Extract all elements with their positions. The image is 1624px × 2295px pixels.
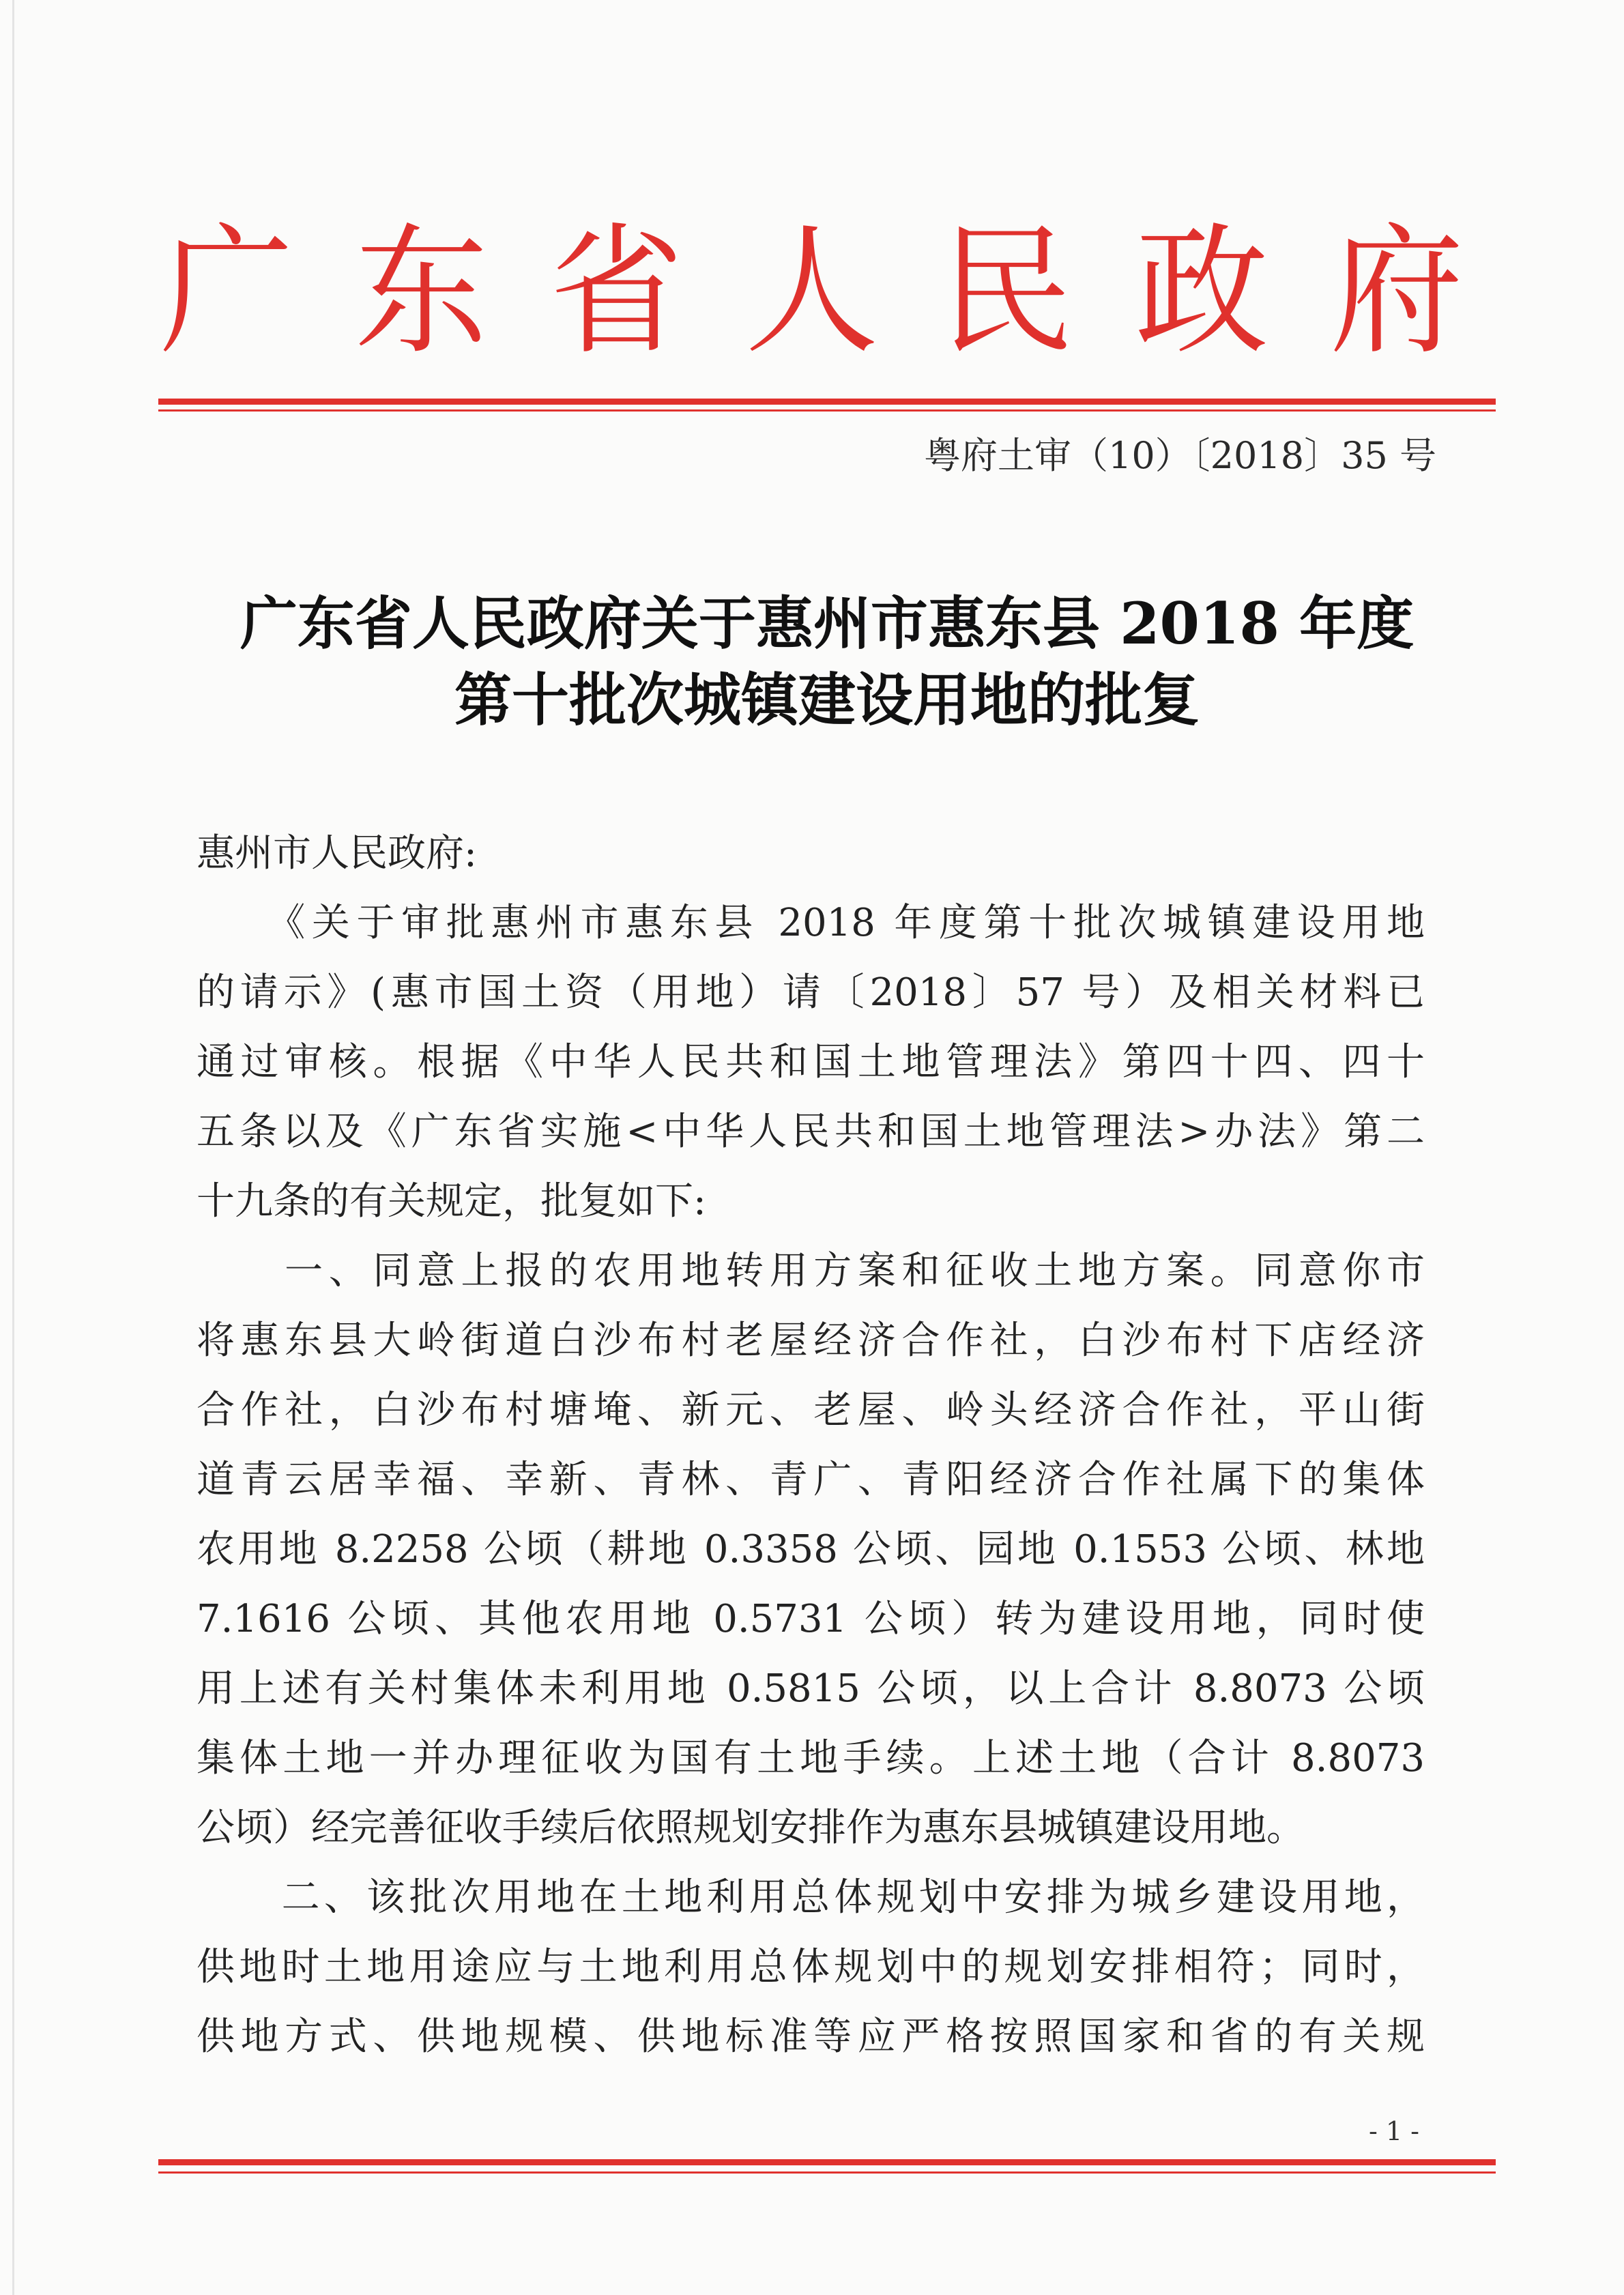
header-rule-thin (158, 409, 1496, 412)
title-line: 第十批次城镇建设用地的批复 (454, 666, 1200, 734)
body-line: 五条以及《广东省实施<中华人民共和国土地管理法>办法》第二 (197, 1110, 1425, 1154)
footer-rule-thin (158, 2171, 1496, 2174)
body-line: 供地时土地用途应与土地利用总体规划中的规划安排相符；同时， (197, 1945, 1425, 1989)
body-line: 将惠东县大岭街道白沙布村老屋经济合作社，白沙布村下店经济 (197, 1318, 1425, 1363)
letterhead-char: 人 (744, 210, 879, 374)
letterhead-char: 府 (1329, 210, 1464, 374)
body-line: 二、该批次用地在土地利用总体规划中安排为城乡建设用地， (197, 1875, 1425, 1920)
document-title (158, 586, 1496, 738)
body-line: 道青云居幸福、幸新、青林、青广、青阳经济合作社属下的集体 (197, 1458, 1425, 1502)
letterhead-char: 省 (549, 210, 684, 374)
body-line: 农用地 8.2258 公顷（耕地 0.3358 公顷、园地 0.1553 公顷、林地 (197, 1527, 1425, 1572)
body-line: 合作社，白沙布村塘埯、新元、老屋、岭头经济合作社，平山街 (197, 1388, 1425, 1432)
body-line: 7.1616 公顷、其他农用地 0.5731 公顷）转为建设用地，同时使 (197, 1597, 1425, 1641)
letterhead-char: 东 (354, 210, 489, 374)
body-line: 通过审核。根据《中华人民共和国土地管理法》第四十四、四十 (197, 1040, 1425, 1084)
salutation: 惠州市人民政府: (197, 831, 477, 876)
body-line: 用上述有关村集体未利用地 0.5815 公顷，以上合计 8.8073 公顷 (197, 1666, 1425, 1711)
header-rule-thick (158, 399, 1496, 405)
letterhead-char: 政 (1135, 210, 1269, 374)
body-line: 集体土地一并办理征收为国有土地手续。上述土地（合计 8.8073 (197, 1736, 1425, 1780)
letterhead-char: 广 (159, 210, 293, 374)
body-line: 《关于审批惠州市惠东县 2018 年度第十批次城镇建设用地 (197, 901, 1425, 945)
title-line: 广东省人民政府关于惠州市惠东县 2018 年度 (240, 590, 1415, 657)
letterhead-char: 民 (940, 210, 1074, 374)
body-line: 公顷）经完善征收手续后依照规划安排作为惠东县城镇建设用地。 (197, 1806, 1305, 1850)
page-number: - 1 - (1368, 2116, 1419, 2146)
page-edge (12, 0, 14, 2295)
body-line: 的请示》(惠市国土资（用地）请〔2018〕57 号）及相关材料已 (197, 970, 1425, 1015)
document-body (197, 819, 1425, 2072)
document-number: 粤府土审（10）〔2018〕35 号 (923, 434, 1436, 477)
body-line: 供地方式、供地规模、供地标准等应严格按照国家和省的有关规 (197, 2015, 1425, 2059)
letterhead (158, 210, 1465, 374)
footer-rule-thick (158, 2159, 1496, 2165)
body-line: 一、同意上报的农用地转用方案和征收土地方案。同意你市 (197, 1249, 1425, 1293)
body-line: 十九条的有关规定，批复如下: (197, 1179, 706, 1224)
